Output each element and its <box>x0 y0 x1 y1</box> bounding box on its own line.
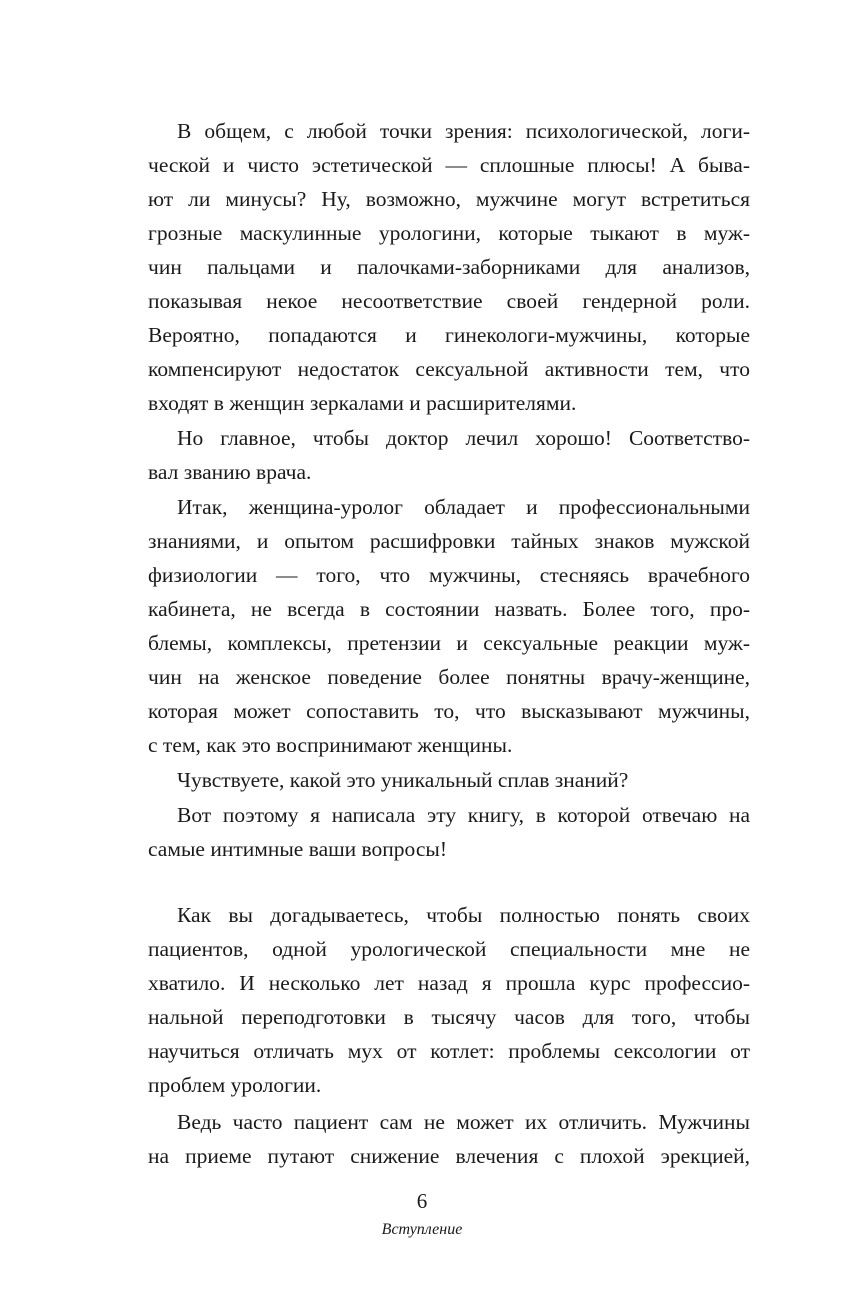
text-line: входят в женщин зеркалами и расширителями. <box>148 391 577 415</box>
text-line: проблем урологии. <box>148 1073 322 1097</box>
text-line: хватило. И несколько лет назад я прошла курс профессио- <box>148 971 750 995</box>
text-line: вал званию врача. <box>148 460 312 484</box>
text-line: В общем, с любой точки зрения: психологической, логи- <box>177 119 750 143</box>
text-line: нальной переподготовки в тысячу часов для того, чтобы <box>148 1005 750 1029</box>
text-line: знаниями, и опытом расшифровки тайных знаков мужской <box>148 529 750 553</box>
text-line: чин пальцами и палочками-заборниками для анализов, <box>148 255 750 279</box>
text-line: блемы, комплексы, претензии и сексуальные реакции муж- <box>148 631 750 655</box>
text-line: которая может сопоставить то, что высказывают мужчины, <box>148 699 750 723</box>
text-line: ют ли минусы? Ну, возможно, мужчине могут встретиться <box>148 187 750 211</box>
text-line: Но главное, чтобы доктор лечил хорошо! Соответство- <box>177 426 750 450</box>
page-number: 6 <box>416 1189 428 1213</box>
text-line: Ведь часто пациент сам не может их отличить. Мужчины <box>177 1110 750 1134</box>
text-line: научиться отличать мух от котлет: проблемы сексологии от <box>148 1039 750 1063</box>
text-line: компенсируют недостаток сексуальной активности тем, что <box>148 357 750 381</box>
text-line: кабинета, не всегда в состоянии назвать. Более того, про- <box>148 597 750 621</box>
text-line: Вот поэтому я написала эту книгу, в которой отвечаю на <box>177 803 750 827</box>
text-line: физиологии — того, что мужчины, стесняясь врачебного <box>148 563 750 587</box>
text-line: Как вы догадываетесь, чтобы полностью понять своих <box>177 903 750 927</box>
text-line: грозные маскулинные урологини, которые тыкают в муж- <box>148 221 750 245</box>
text-line: чин на женское поведение более понятны врачу-женщине, <box>148 665 750 689</box>
text-line: Чувствуете, какой это уникальный сплав знаний? <box>177 768 629 792</box>
text-line: Итак, женщина-уролог обладает и профессиональными <box>177 495 750 519</box>
running-footer-title: Вступление <box>381 1221 463 1238</box>
text-line: показывая некое несоответствие своей гендерной роли. <box>148 289 750 313</box>
text-line: Вероятно, попадаются и гинекологи-мужчины, которые <box>148 323 750 347</box>
text-line: самые интимные ваши вопросы! <box>148 837 447 861</box>
text-line: с тем, как это воспринимают женщины. <box>148 733 513 757</box>
text-line: ческой и чисто эстетической — сплошные плюсы! А быва- <box>148 153 750 177</box>
text-line: на приеме путают снижение влечения с плохой эрекцией, <box>148 1144 750 1168</box>
text-line: пациентов, одной урологической специальности мне не <box>148 937 750 961</box>
